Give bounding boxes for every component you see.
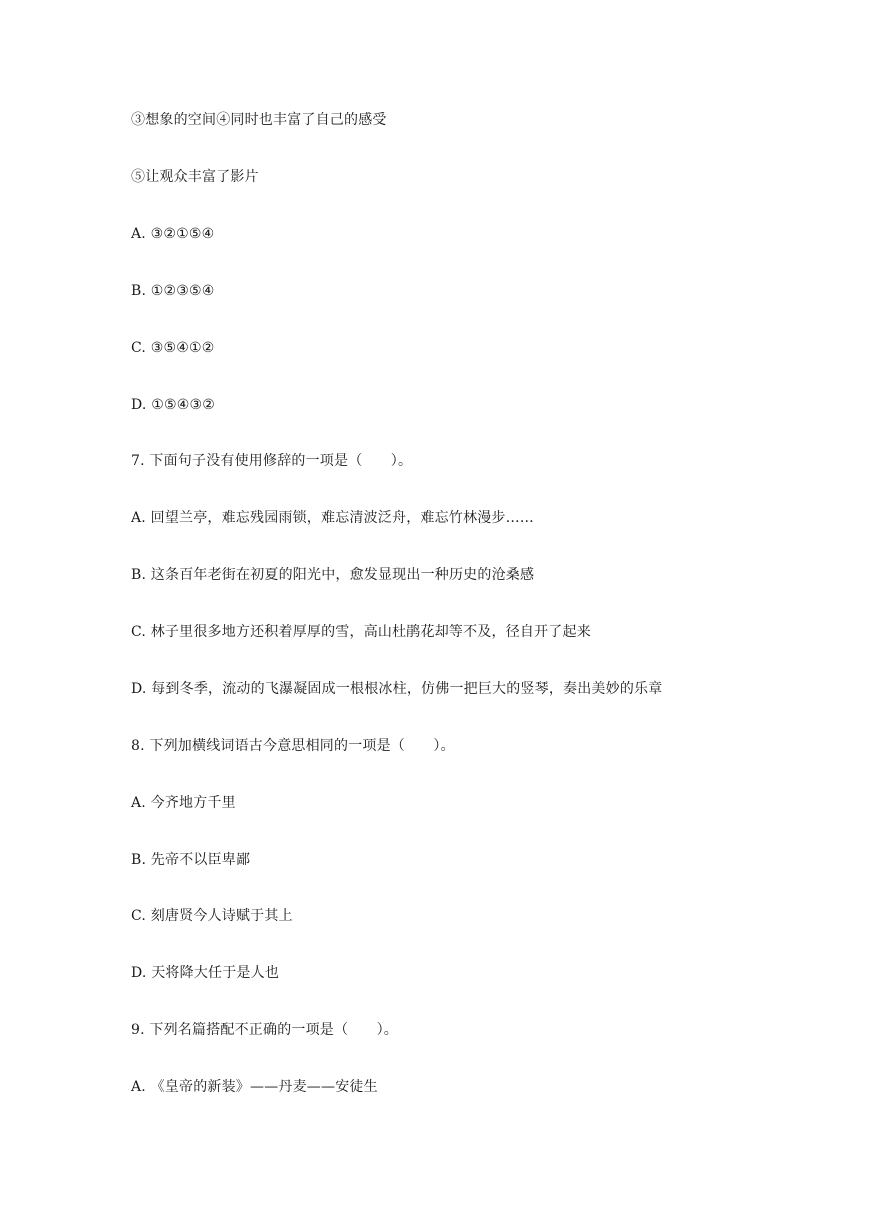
q8-option-a: A. 今齐地方千里 [131,795,236,811]
q9-question: 9. 下列名篇搭配不正确的一项是（ ）。 [131,1022,399,1038]
text-line-option-fragment-5: ⑤让观众丰富了影片 [131,169,259,185]
q6-option-a: A. ③②①⑤④ [131,226,215,242]
q6-option-b: B. ①②③⑤④ [131,283,215,299]
q7-option-d: D. 每到冬季，流动的飞瀑凝固成一根根冰柱，仿佛一把巨大的竖琴，奏出美妙的乐章 [131,681,663,697]
q8-option-c: C. 刻唐贤今人诗赋于其上 [131,908,293,924]
q8-option-d: D. 天将降大任于是人也 [131,965,280,981]
q7-question: 7. 下面句子没有使用修辞的一项是（ ）。 [131,453,413,469]
q7-option-c: C. 林子里很多地方还积着厚厚的雪，高山杜鹃花却等不及，径自开了起来 [131,624,591,640]
q6-option-c: C. ③⑤④①② [131,340,215,356]
q7-option-a: A. 回望兰亭，难忘残园雨锁，难忘清波泛舟，难忘竹林漫步…… [131,510,535,526]
q7-option-b: B. 这条百年老街在初夏的阳光中，愈发显现出一种历史的沧桑感 [131,567,535,583]
q8-question: 8. 下列加横线词语古今意思相同的一项是（ ）。 [131,738,455,754]
q9-option-a: A. 《皇帝的新装》——丹麦——安徒生 [131,1079,378,1095]
q6-option-d: D. ①⑤④③② [131,397,215,413]
q8-option-b: B. 先帝不以臣卑鄙 [131,852,251,868]
text-line-option-fragment-3-4: ③想象的空间④同时也丰富了自己的感受 [131,112,387,128]
